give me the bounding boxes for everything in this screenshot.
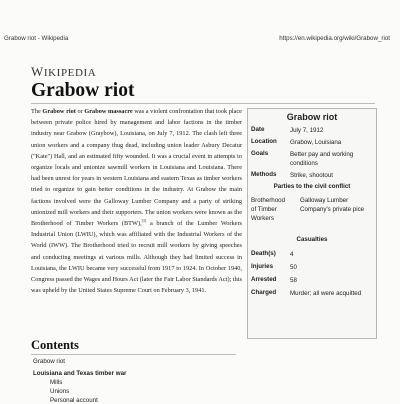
infobox-injuries-label: Injuries	[251, 263, 274, 270]
toc-item-timber-war[interactable]: Louisiana and Texas timber war	[33, 370, 127, 377]
body-text-2: or	[75, 108, 85, 115]
infobox	[247, 108, 377, 339]
print-header-url[interactable]: https://en.wikipedia.org/wiki/Grabow_riot	[279, 35, 390, 42]
print-header-title: Grabow riot - Wikipedia	[4, 35, 69, 42]
logo-initial: W	[31, 64, 44, 79]
contents-heading: Contents	[31, 338, 79, 352]
infobox-date-value: July 7, 1912	[290, 127, 324, 134]
infobox-party-left[interactable]: Brotherhood of Timber Workers	[251, 197, 286, 222]
toc-item-grabow-riot[interactable]: Grabow riot	[33, 358, 65, 365]
infobox-arrested-value: 58	[290, 277, 297, 284]
page-title: Grabow riot	[31, 80, 135, 101]
infobox-charged-value: Murder; all were acquitted	[290, 290, 362, 297]
infobox-arrested-label: Arrested	[251, 276, 277, 283]
infobox-parties-heading: Parties to the civil conflict	[273, 183, 351, 190]
toc-item-personal-account[interactable]: Personal account	[50, 397, 98, 404]
body-text-1: The	[31, 108, 43, 115]
toc-item-unions[interactable]: Unions	[50, 388, 70, 395]
infobox-casualties-heading: Casualties	[296, 236, 328, 243]
article-body	[31, 106, 242, 296]
logo-rest: IKIPEDIA	[43, 67, 97, 79]
bold-term-grabow-riot: Grabow riot	[42, 108, 76, 115]
bold-term-grabow-massacre: Grabow massacre	[84, 108, 133, 115]
infobox-goals-value: Better pay and working conditions	[290, 151, 354, 167]
infobox-methods-value: Strike, shootout	[290, 172, 333, 179]
infobox-injuries-value: 50	[290, 264, 297, 271]
body-text-3: was a violent confrontation that took place between private police hired by management and labor factions in the timber industry near Grabow (Graybow), Louisiana, on July 7, 1912. The clash left three union workers and a company thug dead, including union leader Asbury Decatur ("Kate") Hall, and an estimated fifty wounded. It was a crucial event in attempts to organize locals and unionize sawmill workers in Louisiana and Louisiana. There had been unrest for years in western Louisiana and eastern Texas as timber workers tried to organize to gain better conditions in the industry. At Grabow the main factions involved were the Galloway Lumber Company and a party of striking unionized mill workers and their supporters. The union workers were known as the Brotherhood of Timber Workers (BTW),	[31, 108, 242, 228]
infobox-deaths-label: Death(s)	[251, 250, 276, 257]
infobox-location-label: Location	[251, 138, 277, 145]
body-text-4: a branch of the Lumber Workers Industrial Union (LWIU), which was affiliated with the Industrial Workers of the World (IWW). The Brotherhood tried to recruit mill workers by giving speeches and conducting meetings at various mills. Although they had limited success in Louisiana, the LWIU became very successful from 1917 to 1924. In October 1940, Congress passed the Wages and Hours Act (later the Fair Labor Standards Act); this was upheld by the United States Supreme Court on February 3, 1941.	[31, 220, 242, 295]
title-divider	[31, 103, 375, 104]
infobox-charged-label: Charged	[251, 289, 277, 296]
infobox-deaths-value: 4	[290, 251, 294, 258]
infobox-party-right[interactable]: Galloway Lumber Company's private pice	[300, 197, 365, 213]
infobox-title: Grabow riot	[286, 112, 338, 122]
infobox-date-label: Date	[251, 126, 265, 133]
wikipedia-logo[interactable]	[31, 64, 96, 80]
print-header	[0, 0, 400, 40]
infobox-goals-label: Goals	[251, 150, 269, 157]
toc-item-mills[interactable]: Mills	[50, 379, 63, 386]
contents-divider	[31, 354, 236, 355]
citation-link[interactable]: [1]	[141, 217, 147, 223]
infobox-methods-label: Methods	[251, 171, 277, 178]
infobox-location-value[interactable]: Grabow, Louisiana	[290, 139, 342, 146]
